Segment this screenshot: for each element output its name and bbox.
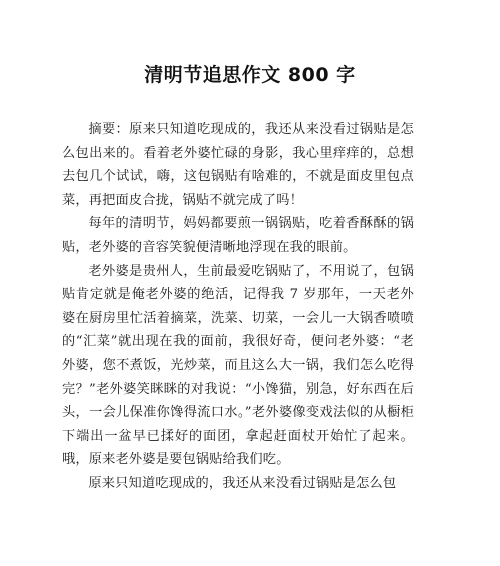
document-body xyxy=(62,118,414,496)
paragraph-grandmother: 老外婆是贵州人，生前最爱吃锅贴了，不用说了，包锅贴肯定就是俺老外婆的绝活，记得我 7 岁那年，一天老外婆在厨房里忙活着摘菜，洗菜、切菜，一会儿一大锅香喷喷的“汇菜”就出现在我的面前，我很好奇，便问老外婆：“老外婆，您不煮饭，光炒菜，而且这么大一锅，我们怎么吃得完？”老外婆笑眯眯的对我说：“小馋猫，别急，好东西在后头，一会儿保准你馋得流口水。”老外婆像变戏法似的从橱柜下端出一盆早已揉好的面团，拿起赶面杖开始忙了起来。哦，原来老外婆是要包锅贴给我们吃。 xyxy=(62,263,414,468)
document-title: 清明节追思作文 800 字 xyxy=(144,64,356,86)
paragraph-abstract: 摘要：原来只知道吃现成的，我还从来没看过锅贴是怎么包出来的。看着老外婆忙碌的身影，我心里痒痒的，总想去包几个试试，嗨，这包锅贴有啥难的，不就是面皮里包点菜，再把面皮合拢，锅贴不就完成了吗！ xyxy=(62,122,414,208)
paragraph-continued: 原来只知道吃现成的，我还从来没看过锅贴是怎么包 xyxy=(88,475,397,491)
paragraph-qingming: 每年的清明节，妈妈都要煎一锅锅贴，吃着香酥酥的锅贴，老外婆的音容笑貌便清晰地浮现在我的眼前。 xyxy=(62,216,414,255)
